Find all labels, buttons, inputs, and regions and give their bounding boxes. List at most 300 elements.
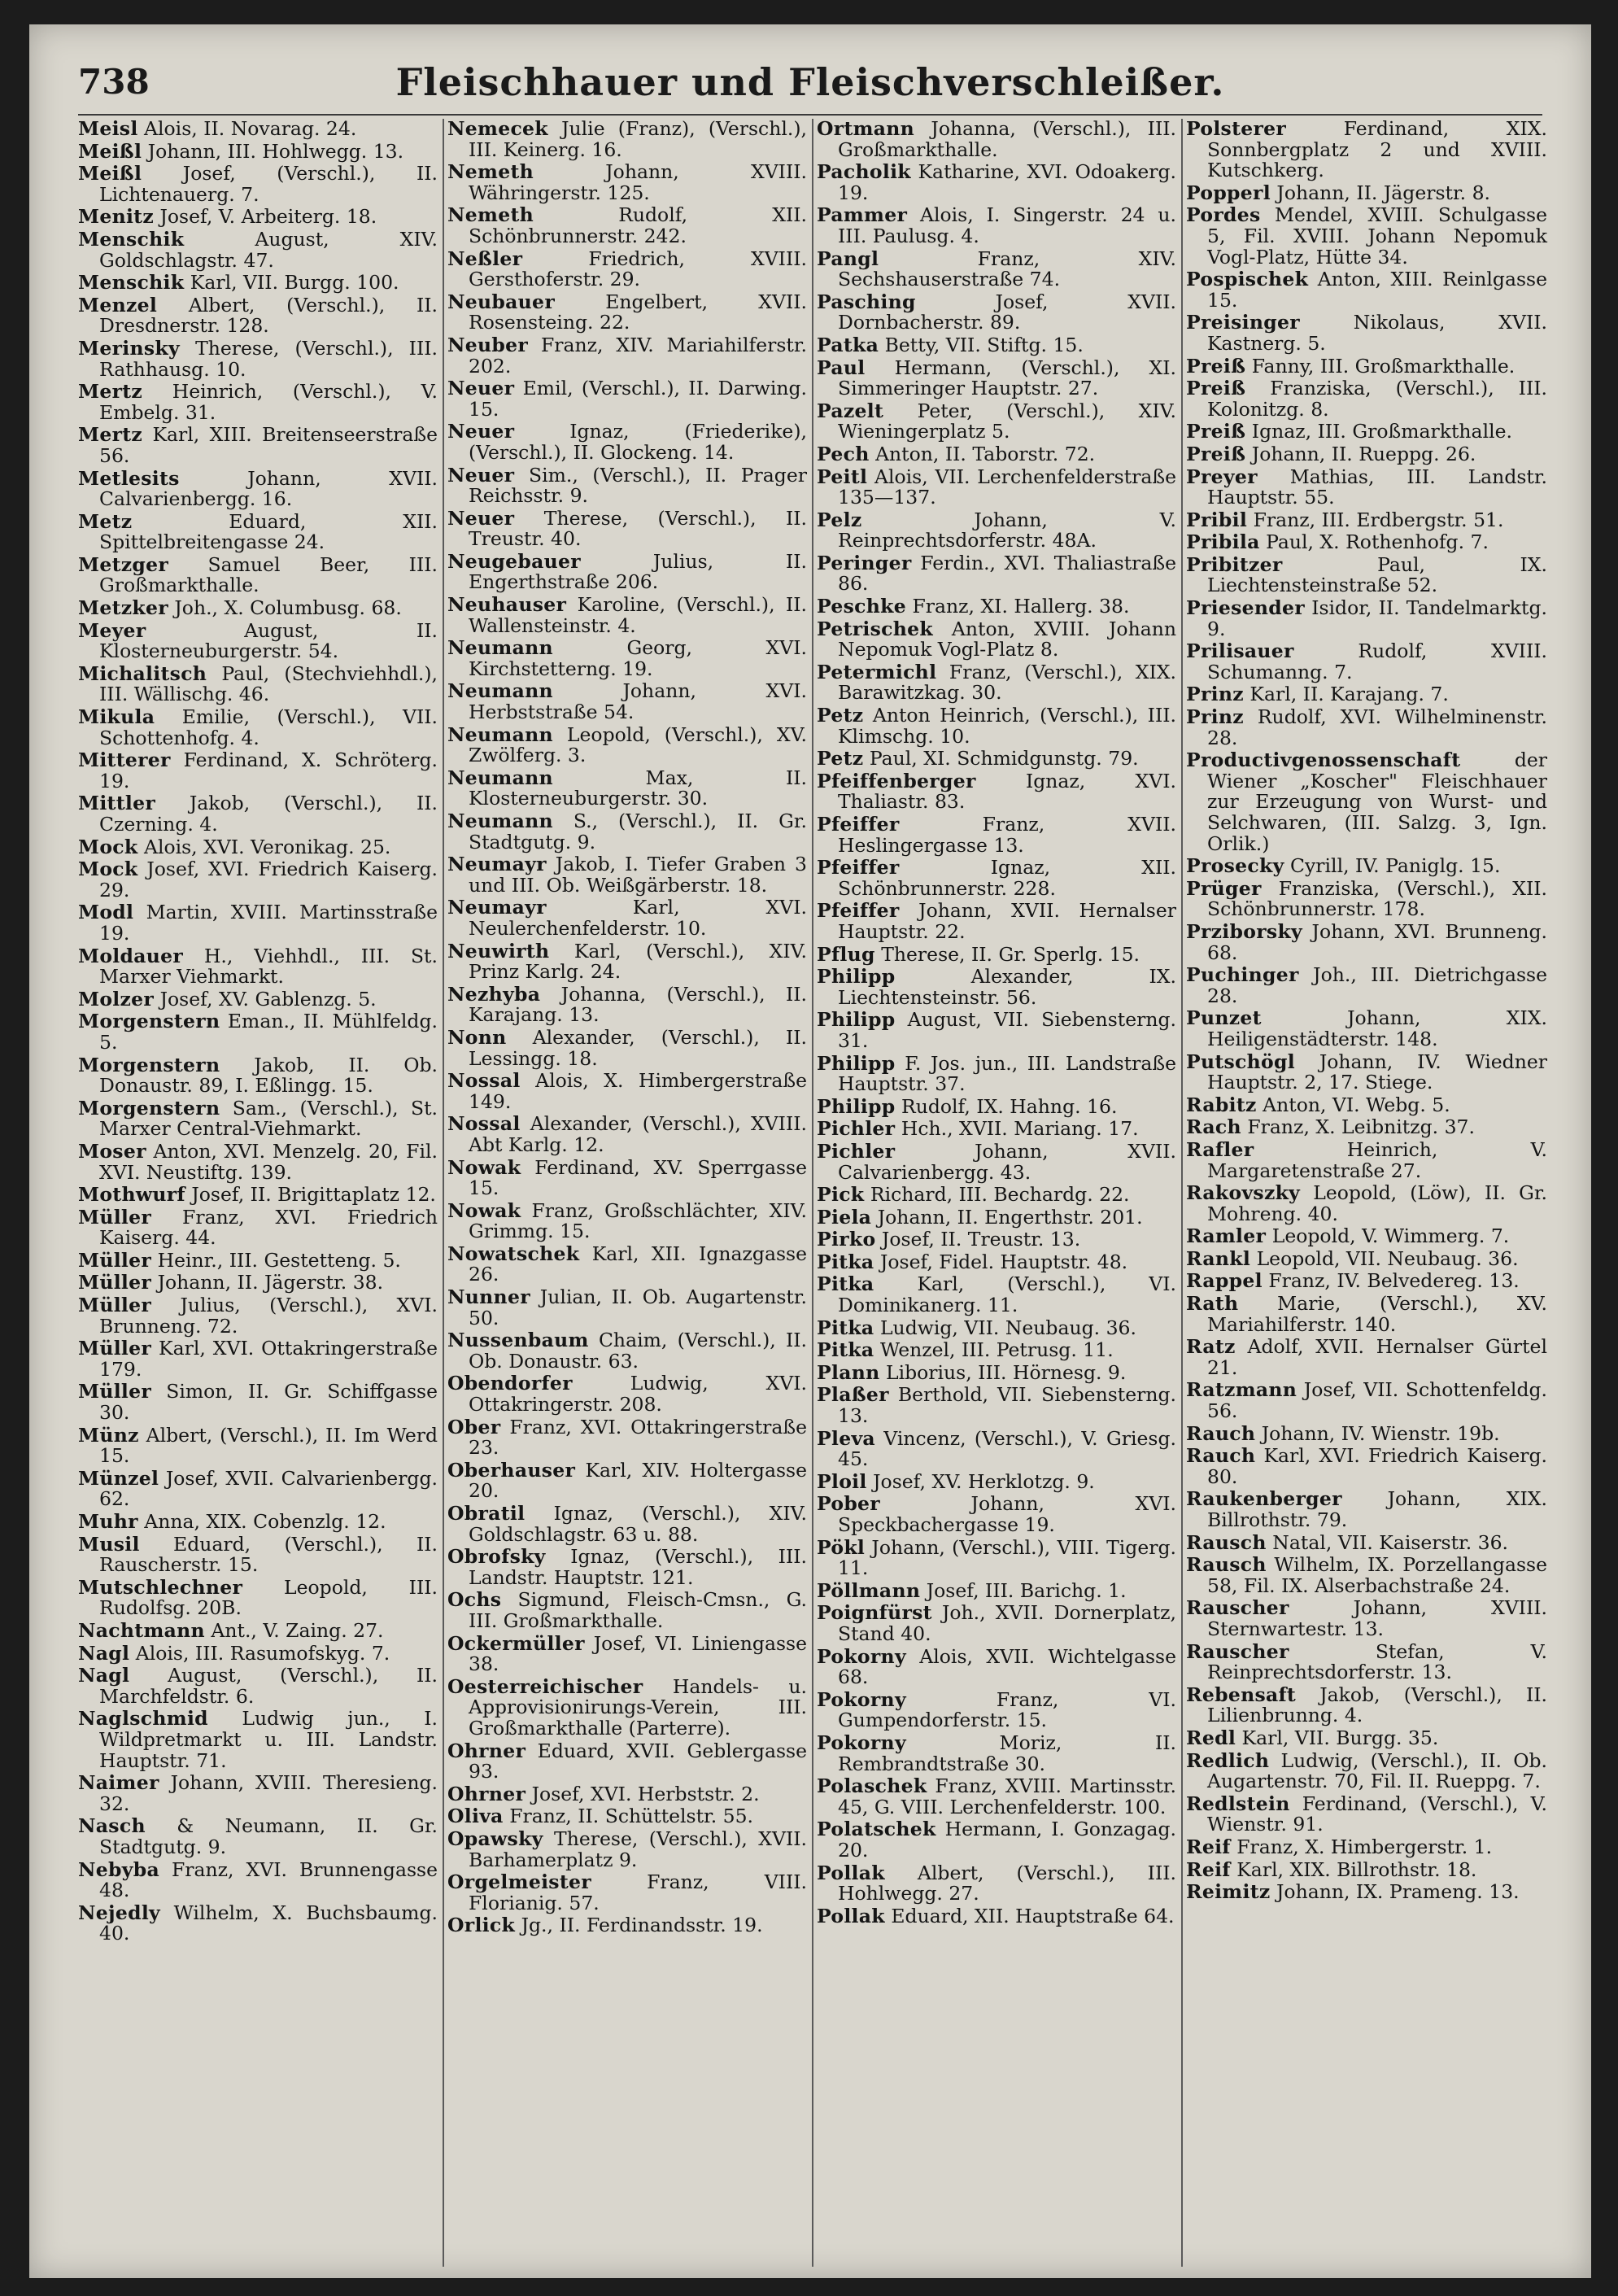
entry-details: Paul, IX. Liechtensteinstraße 52.	[1207, 552, 1547, 597]
entry-surname: Moldauer	[78, 944, 184, 967]
entry-surname: Rankl	[1186, 1246, 1251, 1270]
directory-entry	[78, 164, 438, 205]
directory-entry	[78, 425, 438, 466]
directory-entry	[447, 549, 807, 594]
entry-surname: Philipp	[817, 1051, 896, 1075]
directory-entry	[447, 897, 807, 939]
entry-details: Richard, III. Bechardg. 22.	[870, 1183, 1130, 1207]
entry-details: H., Viehhdl., III. St. Marxer Viehmarkt.	[99, 944, 438, 989]
entry-details: Max, II. Klosterneuburgerstr. 30.	[469, 766, 807, 810]
directory-entry	[447, 421, 807, 463]
entry-surname: Neuber	[447, 333, 529, 356]
directory-entry	[78, 509, 438, 554]
directory-entry	[447, 1417, 807, 1459]
directory-entry	[1186, 876, 1547, 921]
header-rule	[78, 114, 1542, 116]
entry-details: Marie, (Verschl.), XV. Mariahilferstr. 140.	[1207, 1292, 1547, 1336]
directory-entry	[447, 941, 807, 983]
entry-surname: Müller	[78, 1337, 152, 1360]
entry-surname: Polaschek	[817, 1774, 927, 1798]
directory-entry	[1186, 1421, 1547, 1445]
directory-entry	[817, 1819, 1176, 1861]
entry-details: Jakob, I. Tiefer Graben 3 und III. Ob. Weißgärberstr. 18.	[469, 853, 807, 897]
entry-details: Eman., II. Mühlfeldg. 5.	[99, 1010, 438, 1054]
entry-details: Anton, XIII. Reinlgasse 15.	[1207, 268, 1547, 312]
entry-details: Eduard, (Verschl.), II. Rauscherstr. 15.	[99, 1532, 438, 1577]
entry-surname: Moser	[78, 1139, 146, 1163]
entry-surname: Morgenstern	[78, 1010, 220, 1033]
entry-details: Hermann, I. Gonzagag. 20.	[838, 1818, 1176, 1862]
entry-details: Ferdin., XVI. Thaliastraße 86.	[838, 551, 1176, 596]
entry-details: Eduard, XII. Hauptstraße 64.	[891, 1904, 1175, 1927]
entry-details: Karl, XIX. Billrothstr. 18.	[1236, 1857, 1477, 1881]
entry-surname: Prosecky	[1186, 854, 1284, 878]
entry-surname: Morgenstern	[78, 1053, 220, 1076]
entry-surname: Nagl	[78, 1641, 130, 1665]
directory-entry	[78, 1643, 438, 1665]
directory-entry	[817, 1051, 1176, 1096]
directory-entry	[447, 162, 807, 203]
entry-surname: Philipp	[817, 1008, 896, 1032]
directory-entry	[78, 1466, 438, 1511]
directory-columns	[75, 119, 1554, 2267]
entry-details: Ferdinand, X. Schröterg. 19.	[99, 749, 438, 792]
entry-surname: Nunner	[447, 1285, 530, 1309]
directory-entry	[817, 1776, 1176, 1818]
entry-details: & Neumann, II. Gr. Stadtgutg. 9.	[99, 1814, 438, 1858]
directory-entry	[817, 619, 1176, 661]
entry-details: Fanny, III. Großmarkthalle.	[1251, 354, 1516, 378]
entry-surname: Nemeth	[447, 203, 534, 227]
entry-surname: Nowak	[447, 1198, 521, 1222]
entry-details: Karl, XIII. Breitenseerstraße 56.	[99, 423, 438, 467]
directory-entry	[1186, 1117, 1547, 1138]
directory-entry	[817, 249, 1176, 290]
directory-entry	[817, 162, 1176, 203]
entry-surname: Obrofsky	[447, 1545, 546, 1569]
entry-details: Rudolf, XVI. Wilhelminenstr. 28.	[1207, 705, 1547, 749]
entry-details: Natal, VII. Kaiserstr. 36.	[1272, 1530, 1509, 1554]
entry-details: Ignaz, III. Großmarkthalle.	[1251, 420, 1512, 443]
entry-surname: Pitka	[817, 1250, 874, 1273]
entry-surname: Metz	[78, 509, 133, 533]
entry-surname: Ortmann	[817, 119, 915, 140]
entry-surname: Pokorny	[817, 1731, 906, 1754]
directory-entry	[817, 596, 1176, 618]
directory-entry	[1186, 1137, 1547, 1182]
entry-details: August, VII. Siebensterng. 31.	[838, 1008, 1176, 1052]
entry-details: Ludwig, XVI. Ottakringerstr. 208.	[469, 1372, 807, 1416]
entry-surname: Pökl	[817, 1535, 866, 1559]
entry-details: Katharine, XVI. Odoakerg. 19.	[838, 160, 1176, 204]
entry-details: Heinrich, (Verschl.), V. Embelg. 31.	[99, 380, 438, 424]
entry-surname: Neumann	[447, 679, 553, 703]
entry-details: Therese, (Verschl.), XVII. Barhamerplatz 9.	[469, 1827, 807, 1871]
entry-details: Rudolf, XII. Schönbrunnerstr. 242.	[469, 203, 807, 247]
entry-surname: Rauscher	[1186, 1596, 1289, 1620]
directory-entry	[1186, 467, 1547, 509]
directory-entry	[1186, 269, 1547, 311]
entry-surname: Pasching	[817, 290, 916, 313]
entry-surname: Neumayr	[447, 853, 547, 876]
directory-entry	[78, 1618, 438, 1642]
directory-entry	[78, 1773, 438, 1814]
entry-details: Josef, VII. Schottenfeldg. 56.	[1207, 1378, 1547, 1423]
entry-surname: Pfeiffer	[817, 856, 900, 880]
directory-entry	[447, 854, 807, 896]
directory-entry	[817, 814, 1176, 856]
entry-details: August, (Verschl.), II. Marchfeldstr. 6.	[99, 1664, 438, 1708]
directory-entry	[1186, 1008, 1547, 1050]
entry-surname: Popperl	[1186, 181, 1271, 204]
entry-details: Wenzel, III. Petrusg. 11.	[879, 1338, 1114, 1362]
column-4	[1183, 119, 1552, 2267]
entry-details: Franz, II. Schüttelstr. 55.	[509, 1805, 754, 1828]
entry-details: Josef, XV. Herklotzg. 9.	[873, 1469, 1095, 1493]
entry-surname: Priesender	[1186, 596, 1305, 620]
directory-entry	[78, 989, 438, 1011]
directory-entry	[1186, 1095, 1547, 1116]
entry-surname: Müller	[78, 1248, 152, 1272]
entry-details: Alexander, IX. Liechtensteinstr. 56.	[838, 965, 1176, 1009]
directory-entry	[447, 335, 807, 377]
entry-surname: Preiß	[1186, 420, 1246, 443]
directory-entry	[1186, 510, 1547, 531]
entry-surname: Neumann	[447, 636, 553, 660]
directory-entry	[78, 139, 438, 163]
entry-details: Johanna, (Verschl.), III. Großmarkthalle.	[838, 119, 1176, 161]
entry-details: Johann, (Verschl.), VIII. Tigerg. 11.	[838, 1535, 1176, 1580]
entry-details: Johann, XVII. Calvarienbergg. 43.	[838, 1139, 1176, 1184]
entry-surname: Preiß	[1186, 354, 1246, 378]
directory-entry	[447, 1829, 807, 1870]
directory-entry	[447, 984, 807, 1026]
directory-entry	[447, 1198, 807, 1243]
entry-surname: Obratil	[447, 1502, 526, 1525]
entry-surname: Pazelt	[817, 399, 884, 422]
entry-surname: Meisl	[78, 119, 138, 140]
entry-details: Josef, VI. Liniengasse 38.	[469, 1631, 807, 1676]
entry-surname: Pokorny	[817, 1644, 906, 1668]
directory-entry	[78, 1011, 438, 1053]
entry-surname: Neuer	[447, 377, 515, 400]
directory-entry	[447, 1590, 807, 1631]
directory-entry	[78, 466, 438, 511]
entry-surname: Rauch	[1186, 1421, 1256, 1445]
entry-details: Josef, (Verschl.), II. Lichtenauerg. 7.	[99, 162, 438, 206]
entry-surname: Pech	[817, 442, 870, 465]
entry-details: Emilie, (Verschl.), VII. Schottenhofg. 4.	[99, 705, 438, 749]
entry-details: Johanna, (Verschl.), II. Karajang. 13.	[469, 982, 807, 1027]
directory-entry	[78, 1534, 438, 1576]
entry-surname: Neubauer	[447, 290, 555, 313]
entry-details: Ludwig, (Verschl.), II. Ob. Augartenstr. 70, Fil. II. Rueppg. 7.	[1207, 1748, 1547, 1793]
entry-surname: Pichler	[817, 1117, 896, 1141]
directory-entry	[78, 1709, 438, 1771]
entry-details: Wilhelm, X. Buchsbaumg. 40.	[99, 1901, 438, 1945]
directory-entry	[1186, 641, 1547, 683]
directory-entry	[817, 1274, 1176, 1316]
entry-details: Albert, (Verschl.), II. Dresdnerstr. 128.	[99, 293, 438, 338]
directory-entry	[78, 295, 438, 337]
directory-entry	[447, 1784, 807, 1805]
directory-entry	[78, 1512, 438, 1533]
entry-details: Adolf, XVII. Hernalser Gürtel 21.	[1207, 1335, 1547, 1379]
directory-entry	[817, 1010, 1176, 1051]
directory-entry	[817, 1385, 1176, 1426]
entry-surname: Mock	[78, 858, 138, 881]
directory-entry	[817, 1733, 1176, 1774]
entry-surname: Puchinger	[1186, 963, 1299, 987]
directory-entry	[817, 119, 1176, 160]
directory-entry	[1186, 1555, 1547, 1596]
entry-surname: Oliva	[447, 1805, 504, 1828]
entry-surname: Morgenstern	[78, 1096, 220, 1120]
entry-surname: Nowak	[447, 1155, 521, 1179]
directory-entry	[447, 506, 807, 551]
directory-entry	[447, 1114, 807, 1155]
directory-entry	[817, 1603, 1176, 1644]
entry-details: Joh., X. Columbusg. 68.	[174, 596, 402, 620]
directory-entry	[817, 858, 1176, 899]
directory-entry	[1186, 119, 1547, 181]
entry-surname: Rakovszky	[1186, 1181, 1301, 1205]
entry-surname: Productivgenossenschaft	[1186, 749, 1461, 772]
column-3	[813, 119, 1183, 2267]
entry-details: Franz, Großschlächter, XIV. Grimmg. 15.	[469, 1198, 807, 1243]
directory-entry	[78, 1903, 438, 1945]
directory-entry	[78, 902, 438, 944]
entry-surname: Rabitz	[1186, 1093, 1257, 1116]
entry-surname: Putschögl	[1186, 1050, 1295, 1073]
entry-surname: Poignfürst	[817, 1601, 932, 1625]
entry-details: Johann, XVI. Speckbachergasse 19.	[838, 1492, 1176, 1536]
entry-surname: Neumann	[447, 722, 553, 746]
entry-surname: Mitterer	[78, 749, 171, 772]
directory-entry	[817, 553, 1176, 595]
entry-surname: Philipp	[817, 965, 896, 989]
directory-entry	[1186, 1271, 1547, 1292]
directory-entry	[78, 618, 438, 663]
entry-surname: Nejedly	[78, 1901, 160, 1924]
entry-details: Johann, XVII. Hernalser Hauptstr. 22.	[838, 899, 1176, 943]
directory-entry	[78, 1382, 438, 1423]
entry-details: Ignaz, (Verschl.), III. Landstr. Hauptstr. 121.	[469, 1545, 807, 1589]
entry-surname: Reimitz	[1186, 1880, 1271, 1904]
entry-details: Samuel Beer, III. Großmarkthalle.	[99, 552, 438, 597]
entry-surname: Rath	[1186, 1292, 1239, 1316]
entry-details: Josef, III. Barichg. 1.	[926, 1578, 1127, 1602]
directory-entry	[1186, 684, 1547, 705]
entry-surname: Nossal	[447, 1069, 521, 1093]
entry-surname: Pichler	[817, 1139, 896, 1163]
directory-entry	[78, 1185, 438, 1206]
entry-details: Ferdinand, XV. Sperrgasse 15.	[469, 1155, 807, 1200]
directory-entry	[817, 1426, 1176, 1471]
entry-surname: Piela	[817, 1205, 872, 1229]
entry-details: Rudolf, IX. Hahng. 16.	[901, 1094, 1118, 1118]
entry-surname: Pribila	[1186, 530, 1260, 554]
directory-entry	[817, 467, 1176, 509]
entry-details: Ignaz, XVI. Thaliastr. 83.	[838, 769, 1176, 814]
entry-details: Moriz, II. Rembrandtstraße 30.	[838, 1731, 1176, 1775]
directory-entry	[1186, 1246, 1547, 1270]
entry-surname: Pirko	[817, 1228, 876, 1251]
directory-entry	[1186, 1530, 1547, 1554]
directory-entry	[1186, 707, 1547, 749]
directory-entry	[78, 552, 438, 597]
entry-details: August, II. Klosterneuburgerstr. 54.	[99, 618, 438, 663]
entry-details: Heinr., III. Gestetteng. 5.	[157, 1248, 401, 1272]
entry-details: Alois, I. Singerstr. 24 u. III. Paulusg. 4.	[838, 203, 1176, 247]
entry-surname: Pitka	[817, 1316, 874, 1339]
entry-details: Stefan, V. Reinprechtsdorferstr. 13.	[1207, 1639, 1547, 1684]
entry-surname: Mertz	[78, 423, 143, 447]
directory-entry	[817, 1229, 1176, 1251]
entry-details: Ignaz, XII. Schönbrunnerstr. 228.	[838, 856, 1176, 900]
directory-entry	[817, 1094, 1176, 1118]
entry-details: Julius, (Verschl.), XVI. Brunneng. 72.	[99, 1294, 438, 1338]
directory-entry	[1186, 1598, 1547, 1639]
entry-surname: Menschik	[78, 227, 185, 251]
directory-entry	[817, 1185, 1176, 1206]
entry-surname: Neuwirth	[447, 939, 550, 962]
entry-surname: Pollak	[817, 1904, 885, 1927]
entry-surname: Neumann	[447, 810, 553, 832]
entry-details: Johann, XVIII. Theresieng. 32.	[99, 1771, 438, 1815]
entry-details: Ignaz, (Friederike), (Verschl.), II. Glockeng. 14.	[469, 420, 807, 464]
directory-entry	[447, 1330, 807, 1372]
directory-entry	[1186, 1183, 1547, 1224]
directory-entry	[447, 811, 807, 853]
entry-surname: Patka	[817, 333, 879, 356]
directory-entry	[1186, 1685, 1547, 1726]
directory-entry	[1186, 378, 1547, 420]
entry-details: Therese, (Verschl.), III. Rathhausg. 10.	[99, 336, 438, 381]
directory-entry	[78, 1665, 438, 1707]
entry-surname: Nezhyba	[447, 982, 541, 1006]
entry-details: Joh., III. Dietrichgasse 28.	[1207, 963, 1547, 1007]
entry-details: Josef, II. Treustr. 13.	[881, 1228, 1081, 1251]
entry-details: Alois, XVI. Veronikag. 25.	[143, 835, 391, 858]
directory-entry	[447, 681, 807, 722]
entry-details: Eduard, XII. Spittelbreitengasse 24.	[99, 509, 438, 554]
directory-entry	[78, 707, 438, 749]
entry-surname: Rebensaft	[1186, 1683, 1297, 1706]
entry-details: Karl, XVI. Ottakringerstraße 179.	[99, 1337, 438, 1381]
directory-entry	[78, 1207, 438, 1249]
directory-entry	[447, 1547, 807, 1588]
entry-surname: Peschke	[817, 595, 906, 618]
entry-details: Alois, III. Rasumofskyg. 7.	[135, 1641, 390, 1665]
directory-entry	[78, 837, 438, 858]
entry-surname: Menzel	[78, 293, 158, 316]
entry-details: Cyrill, IV. Paniglg. 15.	[1290, 854, 1501, 878]
entry-surname: Reif	[1186, 1835, 1231, 1858]
directory-entry	[817, 967, 1176, 1008]
directory-entry	[817, 1360, 1176, 1384]
entry-surname: Orlick	[447, 1914, 516, 1937]
entry-surname: Müller	[78, 1294, 152, 1317]
directory-entry	[1186, 919, 1547, 964]
entry-surname: Prinz	[1186, 683, 1244, 706]
entry-details: Paul, (Stechviehhdl.), III. Wällischg. 46.	[99, 661, 438, 706]
directory-entry	[78, 859, 438, 901]
directory-entry	[447, 1373, 807, 1415]
directory-entry	[78, 750, 438, 792]
entry-surname: Neuhauser	[447, 593, 567, 617]
column-1	[75, 119, 444, 2267]
directory-entry	[447, 722, 807, 767]
entry-details: Franz, XVI. Ottakringerstraße 23.	[469, 1415, 807, 1460]
entry-surname: Meyer	[78, 618, 146, 642]
entry-surname: Musil	[78, 1532, 140, 1556]
directory-entry	[447, 1741, 807, 1783]
directory-entry	[817, 1340, 1176, 1361]
entry-surname: Pacholik	[817, 160, 911, 184]
directory-entry	[447, 1025, 807, 1070]
entry-details: Leopold, VII. Neubaug. 36.	[1256, 1246, 1519, 1270]
directory-entry	[447, 1872, 807, 1914]
entry-details: Hch., XVII. Mariang. 17.	[901, 1117, 1139, 1141]
entry-details: Jakob, II. Ob. Donaustr. 89, I. Eßlingg. 15.	[99, 1053, 438, 1098]
entry-details: Johann, XVI. Brunneng. 68.	[1207, 919, 1547, 964]
entry-surname: Rafler	[1186, 1137, 1254, 1161]
entry-surname: Ratzmann	[1186, 1378, 1297, 1402]
directory-entry	[817, 205, 1176, 247]
entry-details: Eduard, XVII. Geblergasse 93.	[469, 1739, 807, 1783]
entry-surname: Merinsky	[78, 336, 180, 360]
entry-details: Franz, XIV. Sechshauserstraße 74.	[838, 247, 1176, 291]
entry-details: Franz, XVII. Heslingergasse 13.	[838, 813, 1176, 857]
entry-details: Johann, IV. Wiedner Hauptstr. 2, 17. Stiege.	[1207, 1050, 1547, 1094]
entry-details: Anton, XVIII. Johann Nepomuk Vogl-Platz 8.	[838, 617, 1176, 661]
entry-details: Alois, X. Himbergerstraße 149.	[469, 1069, 807, 1113]
directory-entry	[78, 119, 438, 140]
directory-entry	[447, 205, 807, 247]
entry-details: Leopold, III. Rudolfsg. 20B.	[99, 1575, 438, 1620]
directory-entry	[78, 229, 438, 271]
entry-surname: Plaßer	[817, 1383, 889, 1407]
entry-details: Ludwig jun., I. Wildpretmarkt u. III. Landstr. Hauptstr. 71.	[99, 1707, 438, 1772]
entry-surname: Nebyba	[78, 1857, 159, 1881]
entry-details: Franz, (Verschl.), XIX. Barawitzkag. 30.	[838, 660, 1176, 705]
entry-surname: Pangl	[817, 247, 879, 270]
entry-surname: Oesterreichischer	[447, 1674, 643, 1698]
entry-surname: Rauch	[1186, 1444, 1256, 1468]
entry-details: Alexander, (Verschl.), XVIII. Abt Karlg. 12.	[469, 1112, 807, 1156]
entry-details: Jakob, (Verschl.), II. Lilienbrunng. 4.	[1207, 1683, 1547, 1727]
entry-details: Karl, XIV. Holtergasse 20.	[469, 1458, 807, 1503]
entry-details: Chaim, (Verschl.), II. Ob. Donaustr. 63.	[469, 1329, 807, 1373]
entry-details: Karl, XVI. Neulerchenfelderstr. 10.	[469, 896, 807, 940]
directory-entry	[817, 1687, 1176, 1732]
entry-details: Johann, II. Jägerstr. 8.	[1276, 181, 1490, 204]
entry-surname: Petrischek	[817, 617, 934, 640]
entry-details: Josef, XVII. Dornbacherstr. 89.	[838, 290, 1176, 334]
directory-entry	[78, 1575, 438, 1620]
directory-entry	[447, 1244, 807, 1285]
entry-surname: Mothwurf	[78, 1183, 185, 1207]
directory-entry	[78, 793, 438, 835]
entry-surname: Prüger	[1186, 876, 1262, 900]
directory-entry	[1186, 965, 1547, 1006]
entry-surname: Obendorfer	[447, 1372, 573, 1395]
entry-surname: Rauscher	[1186, 1639, 1289, 1663]
directory-entry	[1186, 750, 1547, 854]
entry-surname: Nemeth	[447, 160, 534, 184]
directory-entry	[817, 1578, 1176, 1602]
